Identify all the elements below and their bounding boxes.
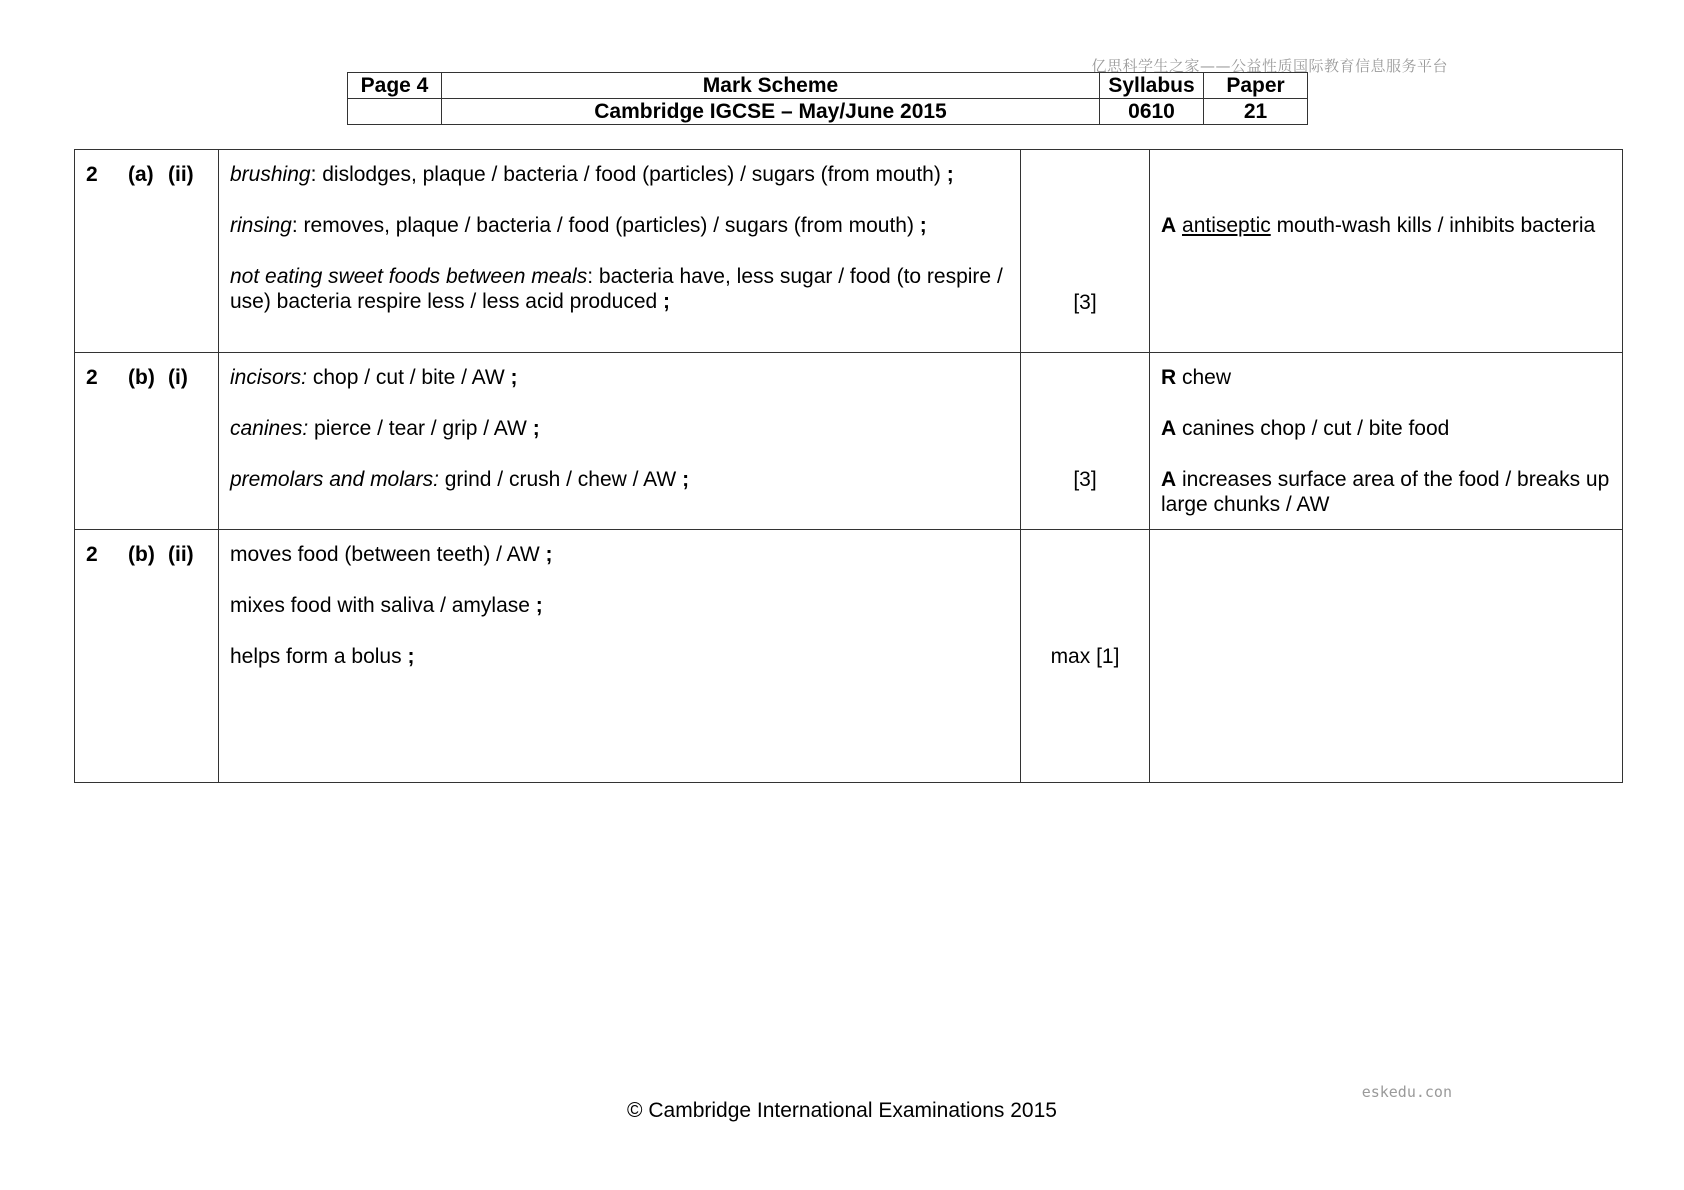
guidance-note: R chew bbox=[1161, 366, 1232, 389]
guidance-cell bbox=[1150, 353, 1623, 530]
marks-cell bbox=[1021, 150, 1150, 353]
question-part: (b) bbox=[128, 543, 155, 566]
table-row bbox=[75, 353, 1623, 530]
question-part: (a) bbox=[128, 163, 154, 186]
guidance-note: A antiseptic mouth-wash kills / inhibits bacteria bbox=[1161, 214, 1596, 237]
syllabus-value: 0610 bbox=[1100, 99, 1204, 125]
question-id-cell bbox=[75, 353, 219, 530]
answer-point: brushing: dislodges, plaque / bacteria / food (particles) / sugars (from mouth) ; bbox=[230, 163, 954, 186]
answer-point: incisors: chop / cut / bite / AW ; bbox=[230, 366, 518, 389]
table-row bbox=[75, 150, 1623, 353]
question-subpart: (i) bbox=[168, 366, 188, 389]
answer-cell bbox=[219, 150, 1021, 353]
guidance-cell bbox=[1150, 530, 1623, 783]
question-number: 2 bbox=[86, 366, 98, 389]
watermark-top: 亿思科学生之家——公益性质国际教育信息服务平台 bbox=[1091, 57, 1448, 75]
paper-value: 21 bbox=[1204, 99, 1308, 125]
paper-label: Paper bbox=[1204, 73, 1308, 99]
answer-point: moves food (between teeth) / AW ; bbox=[230, 543, 553, 566]
answer-point: mixes food with saliva / amylase ; bbox=[230, 594, 543, 617]
mark-scheme-table bbox=[74, 149, 1623, 783]
answer-point: not eating sweet foods between meals: bacteria have, less sugar / food (to respire / use) bacteria respire less / less acid produced ; bbox=[230, 265, 1003, 313]
answer-cell bbox=[219, 353, 1021, 530]
copyright-footer: © Cambridge International Examinations 2015 bbox=[627, 1099, 1057, 1122]
answer-point: premolars and molars: grind / crush / chew / AW ; bbox=[230, 468, 690, 491]
question-part: (b) bbox=[128, 366, 155, 389]
answer-cell bbox=[219, 530, 1021, 783]
answer-point: helps form a bolus ; bbox=[230, 645, 415, 668]
marks-value: [3] bbox=[1073, 291, 1097, 314]
guidance-note: A increases surface area of the food / breaks up large chunks / AW bbox=[1161, 468, 1610, 516]
guidance-note: A canines chop / cut / bite food bbox=[1161, 417, 1450, 440]
watermark-bottom: eskedu.con bbox=[1361, 1083, 1452, 1101]
marks-cell bbox=[1021, 530, 1150, 783]
question-id-cell bbox=[75, 530, 219, 783]
question-subpart: (ii) bbox=[168, 543, 194, 566]
mark-scheme-title: Mark Scheme bbox=[442, 73, 1100, 99]
marks-cell bbox=[1021, 353, 1150, 530]
question-number: 2 bbox=[86, 163, 98, 186]
table-row bbox=[75, 530, 1623, 783]
question-id-cell bbox=[75, 150, 219, 353]
header-table bbox=[347, 72, 1308, 125]
marks-value: [3] bbox=[1073, 468, 1097, 491]
exam-subtitle: Cambridge IGCSE – May/June 2015 bbox=[442, 99, 1100, 125]
syllabus-label: Syllabus bbox=[1100, 73, 1204, 99]
page-label: Page 4 bbox=[348, 73, 442, 99]
answer-point: canines: pierce / tear / grip / AW ; bbox=[230, 417, 540, 440]
question-number: 2 bbox=[86, 543, 98, 566]
header-empty-cell bbox=[348, 99, 442, 125]
marks-value: max [1] bbox=[1050, 645, 1120, 668]
question-subpart: (ii) bbox=[168, 163, 194, 186]
guidance-cell bbox=[1150, 150, 1623, 353]
answer-point: rinsing: removes, plaque / bacteria / food (particles) / sugars (from mouth) ; bbox=[230, 214, 927, 237]
